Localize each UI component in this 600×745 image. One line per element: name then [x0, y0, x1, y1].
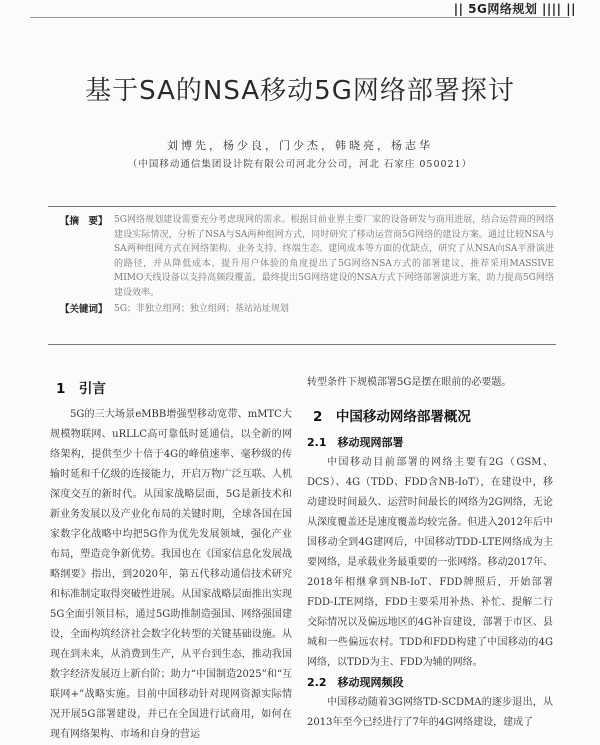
article-title: 基于SA的NSA移动5G网络部署探讨 [85, 76, 515, 106]
subsection-heading-bands: 2.2 移动现网频段 [307, 676, 404, 689]
abstract-label: 【摘 要】 [60, 216, 108, 227]
section-heading-intro: 1 引言 [56, 381, 106, 397]
continued-paragraph: 转型条件下规模部署5G是摆在眼前的必要题。 [307, 377, 512, 388]
network-paragraph: 中国移动目前部署的网络主要有2G（GSM、DCS）、4G（TDD、FDD含NB-IoT），在建设中，移动建设时间最久、运营时间最长的网络为2G网络，无论从深度覆盖还是速度覆盖均较完备。但进入2012年后中国移动全到4G建网后，中国移动TDD-LTE网络成为主要网络，是承载业务最重要的一张网络。移动2017年、2018年相继拿到NB-IoT、FDD牌照后，开始部署FDD-LTE网络，FDD主要采用补热、补忙、提解二行交际情况以及偏远地区的4G补盲建设，部署于市区、县城和一些偏远农村。TDD和FDD构建了中国移动的4G网络，以TDD为主、FDD为辅的网络。 [307, 457, 553, 668]
article-affiliation: （中国移动通信集团设计院有限公司河北分公司，河北 石家庄 050021） [127, 159, 473, 170]
intro-paragraph: 5G的三大场景eMBB增强型移动宽带、mMTC大规模物联网、uRLLC高可靠低时延通信，以全新的网络架构，提供至少十倍于4G的峰值速率、毫秒级的传输时延和千亿级的连接能力，开启万物广泛互联、人机深度交互的新时代。从国家战略层面，5G是新技术和新业务发展以及产业化布局的关键时期，全球各国在国家数字化战略中均把5G作为优先发展领域，强化产业布局，塑造竞争新优势。我国也在《国家信息化发展战略纲要》指出，到2020年，第五代移动通信技术研究和标准制定取得突破性进展。从国家战略层面推出实现5G全面引领目标，通过5G助推制造强国、网络强国建设，全面构筑经济社会数字化转型的关键基础设施。从现在到未来，从消费到生产，从平台到生态，推动我国数字经济发展迈上新台阶；助力“中国制造2025”和“互联网+”战略实施。目前中国移动针对现网资源实际情况开展5G部署建设，并已在全国进行试商用，如何在现有网络架构、市场和自身的营运 [50, 409, 292, 740]
subsection-heading-network: 2.1 移动现网部署 [307, 436, 404, 449]
article-authors: 刘博先，杨少良，门少杰，韩晓亮，杨志华 [167, 139, 433, 152]
abstract-top-rule [48, 206, 556, 207]
bands-paragraph: 中国移动随着3G网络TD-SCDMA的逐步退出，从2013年至今已经进行了7年的4G网络建设，建成了 [307, 697, 553, 728]
body-left-column [50, 373, 292, 745]
abstract-text: 5G网络规划建设需要充分考虑现网的需求。根据目前业界主要厂家的设备研发与商用进展，结合运营商的网络建设实际情况，分析了NSA与SA两种组网方式，同时研究了移动运营商5G网络的建设方案。通过比较NSA与SA两种组网方式在网络架构、业务支持、终端生态、建网成本等方面的优缺点，研究了从NSA向SA平滑演进的路径，并从降低成本、提升用户体验的角度提出了5G网络NSA方式的部署建议，推荐采用MASSIVE MIMO天线设备以支持高频段覆盖，最终提出5G网络建设的NSA方式下网络部署演进方案，助力提高5G网络建设效率。 [114, 215, 554, 298]
header-divider [30, 17, 570, 18]
body-right-column [307, 373, 553, 733]
journal-section-tag: || 5G网络规划 |||| || [453, 2, 576, 16]
section-heading-deployment: 2 中国移动网络部署概况 [313, 409, 471, 425]
keywords-text: 5G；非独立组网；独立组网；基站站址规划 [114, 304, 289, 314]
keywords-label: 【关键词】 [60, 304, 108, 315]
abstract-bottom-rule [48, 344, 556, 345]
